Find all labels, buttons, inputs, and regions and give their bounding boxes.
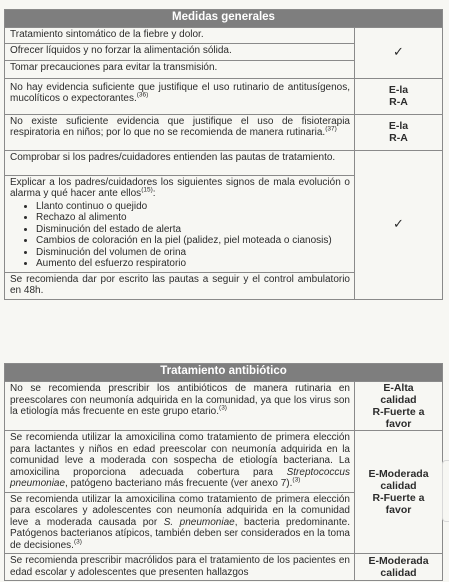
warning-signs-text: Explicar a los padres/cuidadores los siguientes signos de mala evolución o alarma y qué hacer ante ellos: [10, 176, 350, 199]
recommendation-grade: R-A: [389, 96, 408, 108]
evidence-level: E-Moderada: [368, 555, 429, 567]
antibiotic-row-amoxicillin-school: [5, 492, 355, 554]
evidence-cell-36: [355, 78, 443, 114]
pathogen-name: Streptococcus pneumoniae: [10, 466, 350, 489]
evidence-level: E-Moderada: [368, 468, 429, 480]
general-row-transmission: Tomar precauciones para evitar la transmisión.: [5, 60, 355, 78]
amoxicillin-preschool-text-end: , patógeno bacteriano más frecuente (ver anexo 7).: [65, 478, 293, 489]
list-item: • Disminución del volumen de orina: [36, 247, 350, 259]
recommendation-direction: favor: [385, 418, 412, 430]
general-check-2: [355, 150, 443, 299]
recommendation-grade: R-Fuerte a: [372, 492, 425, 504]
amoxicillin-preschool-text: Se recomienda utilizar la amoxicilina como tratamiento de primera elección para lactantes y niños en edad preescolar con neumonía adquirida en la comunidad leve a moderada con sospecha de etiología bacteriana. La amoxicilina proporciona adecuada cobertura para: [10, 432, 350, 478]
evidence-cell-37: [355, 114, 443, 150]
general-row-check-understanding: Comprobar si los padres/cuidadores entienden las pautas de tratamiento.: [5, 150, 355, 175]
list-item: • Cambios de coloración en la piel (palidez, piel moteada o cianosis): [36, 235, 350, 247]
warning-signs-list: [10, 201, 350, 270]
list-item: • Rechazo al alimento: [36, 212, 350, 224]
evidence-level: E-la: [388, 120, 409, 132]
general-row-fluids: Ofrecer líquidos y no forzar la alimentación sólida.: [5, 43, 355, 60]
recommendation-grade: R-Fuerte a: [372, 406, 425, 418]
antibiotic-row-no-routine: [5, 382, 355, 431]
evidence-cell-rows23: [354, 431, 442, 554]
amoxicillin-school-text-end: , bacteria predominante. Patógenos bacterianos atípicos, también deben ser considerados en la toma de decisiones.: [10, 516, 350, 551]
evidence-quality: calidad: [380, 567, 417, 579]
citation-ref: (3): [73, 538, 82, 546]
general-measures-table: [4, 9, 443, 300]
list-item: • Llanto continuo o quejido: [36, 201, 350, 213]
citation-ref: (3): [219, 404, 227, 412]
amoxicillin-school-text: Se recomienda utilizar la amoxicilina como tratamiento de primera elección para escolares y adolescentes con neumonía adquirida en la comunidad leve a moderada causada por: [10, 493, 350, 528]
evidence-level: E-la: [388, 84, 409, 96]
evidence-level: E-Alta: [383, 382, 414, 394]
general-row-written-instructions: Se recomienda dar por escrito las pautas a seguir y el control ambulatorio en 48h.: [5, 272, 355, 299]
general-measures-title: Medidas generales: [5, 10, 443, 28]
antibiotic-row-macrolides: Se recomienda prescribir macrólidos para el tratamiento de los pacientes en edad escolar y adolescentes que presenten hallazgos: [5, 554, 355, 581]
pathogen-name: S. pneumoniae: [163, 516, 235, 528]
antibiotic-treatment-title: Tratamiento antibiótico: [5, 364, 443, 382]
evidence-cell-row4: [354, 554, 442, 581]
recommendation-grade: R-A: [389, 132, 408, 144]
physiotherapy-text: No existe suficiente evidencia que justifique el uso de fisioterapia respiratoria en niños; por lo que no se recomienda de manera rutinaria.: [10, 115, 350, 138]
general-check-1: [355, 28, 443, 79]
warning-signs-colon: :: [152, 188, 156, 199]
checkmark-icon: ✓: [393, 44, 404, 60]
general-row-physiotherapy: [5, 114, 355, 150]
page-edge-mark: [442, 460, 449, 522]
list-item: • Disminución del estado de alerta: [36, 224, 350, 236]
general-row-antitussives: [5, 78, 355, 114]
evidence-cell-row1: [354, 382, 442, 431]
citation-ref: (36): [136, 91, 149, 99]
citation-ref: (15): [141, 186, 153, 194]
evidence-quality: calidad: [380, 480, 417, 492]
recommendation-direction: favor: [385, 504, 412, 516]
antibiotic-treatment-table: [4, 363, 443, 581]
no-routine-text: No se recomienda prescribir los antibióticos de manera rutinaria en preescolares con neumonía adquirida en la comunidad, ya que los virus son la etiología más frecuente en este grupo etario.: [10, 383, 350, 417]
checkmark-icon: ✓: [393, 216, 404, 231]
general-row-fever: Tratamiento sintomático de la fiebre y dolor.: [5, 28, 355, 44]
antitussives-text: No hay evidencia suficiente que justifique el uso rutinario de antitusígenos, mucolíticos o expectorantes.: [10, 81, 350, 104]
citation-ref: (3): [292, 476, 301, 484]
list-item: • Aumento del esfuerzo respiratorio: [36, 258, 350, 270]
general-row-warning-signs: [5, 175, 355, 272]
evidence-quality: calidad: [380, 394, 417, 406]
antibiotic-row-amoxicillin-preschool: [5, 431, 355, 493]
citation-ref: (37): [325, 125, 337, 133]
